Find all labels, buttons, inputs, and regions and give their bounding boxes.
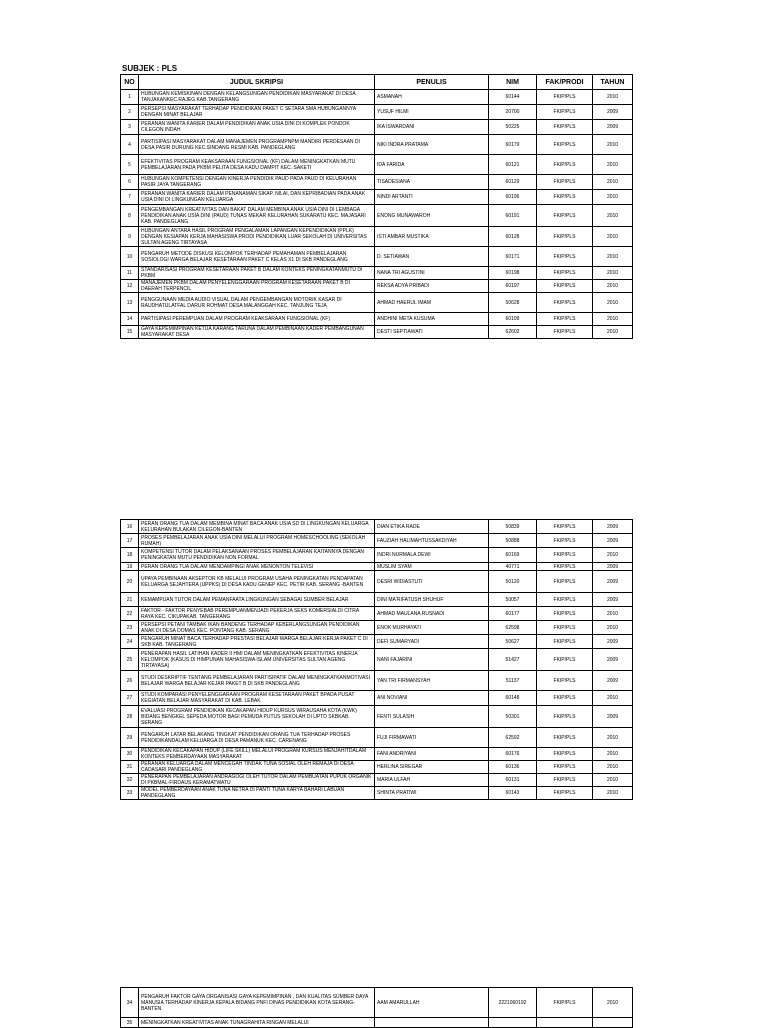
cell-nim: 60143 <box>489 787 537 800</box>
cell-no: 30 <box>121 748 139 761</box>
cell-nim: 20700 <box>489 105 537 120</box>
cell-nim: 62592 <box>489 728 537 748</box>
cell-penulis: FUJI FIRMAWATI <box>375 728 489 748</box>
cell-penulis: NIKI INDRA PRATAMA <box>375 135 489 155</box>
cell-fak-prodi: FKIP/PLS <box>537 105 593 120</box>
cell-no: 27 <box>121 691 139 706</box>
cell-judul: PENGARUH FAKTOR GAYA ORGANISASI GAYA KEPEMIMPINAN , DAN KUALITAS SUMBER DAYA MANUSIA TERHADAP KINERJA KEPALA BIDANG PNFI DINAS PENDIDIKAN KOTA SERANG-BANTEN <box>139 988 375 1018</box>
cell-fak-prodi: FKIP/PLS <box>537 190 593 205</box>
cell-tahun: 2009 <box>593 593 633 607</box>
cell-fak-prodi: FKIP/PLS <box>537 175 593 190</box>
cell-fak-prodi <box>537 1018 593 1028</box>
cell-penulis: DESTI SEPTIAWATI <box>375 326 489 339</box>
cell-judul: HUBUNGAN KOMPETENSI DENGAN KINERJA PENDIDIK PAUD PADA PAUD DI KELURAHAN PASIR JAYA TANGERANG <box>139 175 375 190</box>
table-row <box>121 326 633 339</box>
cell-judul: PROSES PEMBELAJARAN ANAK USIA DINI MELALUI PROGRAM HOMESCHOOLING (SEKOLAH RUMAH) <box>139 534 375 548</box>
cell-judul: FAKTOR - FAKTOR PENYEBAB PEREMPUANMENJADI PEKERJA SEKS KOMERSIALDI CITRA RAYA KEC. CIKUPAKAB. TANGERANG <box>139 607 375 621</box>
cell-penulis: ASMANAH <box>375 90 489 105</box>
cell-fak-prodi: FKIP/PLS <box>537 313 593 326</box>
cell-nim: 50225 <box>489 120 537 135</box>
cell-penulis: IDA FARIDA <box>375 155 489 175</box>
cell-penulis: FAUZIAH HALIMAHTUSSAKDIYAH <box>375 534 489 548</box>
cell-judul: PENERAPAN PEMBELAJARAN ANDRAGOGI OLEH TUTOR DALAM PEMBUATAN PUPUK ORGANIK DI PKBMAL-FIRDAUS KERAMATWATU <box>139 774 375 787</box>
cell-tahun: 2009 <box>593 571 633 593</box>
cell-judul: PERAN ORANG TUA DALAM MEMBINA MINAT BACA ANAK USIA SD DI LINGKUNGAN KELUARGA KELURAHAN BULAKAN CILEGON-BANTEN <box>139 520 375 534</box>
table-row <box>121 607 633 621</box>
table-body <box>121 520 633 800</box>
table-row <box>121 748 633 761</box>
cell-nim: 60148 <box>489 691 537 706</box>
header-no: NO <box>121 75 139 90</box>
table-row <box>121 761 633 774</box>
cell-tahun: 2010 <box>593 774 633 787</box>
table-row <box>121 728 633 748</box>
cell-nim: 60191 <box>489 205 537 227</box>
cell-tahun: 2010 <box>593 748 633 761</box>
cell-judul: PENDIDIKAN KECAKAPAN HIDUP (LIFE SKILL) MELALUI PROGRAM KURSUS MENJAHITDALAM KONTEKS PEMBERDAYAAN MASYARAKAT <box>139 748 375 761</box>
cell-tahun: 2010 <box>593 293 633 313</box>
cell-penulis: FENTI SULASIH <box>375 706 489 728</box>
cell-fak-prodi: FKIP/PLS <box>537 621 593 635</box>
cell-nim: 60169 <box>489 548 537 563</box>
table-row <box>121 313 633 326</box>
cell-nim: 51427 <box>489 649 537 671</box>
cell-nim: 60196 <box>489 190 537 205</box>
cell-penulis: YAN TRI FIRMANSYAH <box>375 671 489 691</box>
table-row <box>121 1018 633 1028</box>
thesis-table-page-3 <box>120 987 633 1028</box>
cell-penulis: AAM AMARULLAH <box>375 988 489 1018</box>
table-row <box>121 105 633 120</box>
cell-tahun: 2009 <box>593 120 633 135</box>
cell-tahun: 2010 <box>593 267 633 280</box>
cell-judul: PENGARUH MINAT BACA TERHADAP PRESTASI BELAJAR WARGA BELAJAR KERJA PAKET C DI SKB KAB. TANGERANG <box>139 635 375 649</box>
cell-nim: 50839 <box>489 520 537 534</box>
cell-penulis: NANA TRI AGUSTINI <box>375 267 489 280</box>
cell-judul: EFEKTIVITAS PROGRAM KEAKSARAAN FUNGSIONAL (KF) DALAM MENINGKATKAN MUTU PEMBELAJARAN PADA PKBM PELITA DESA KADU DAMPIT KEC. SAKETI <box>139 155 375 175</box>
cell-fak-prodi: FKIP/PLS <box>537 520 593 534</box>
table-row <box>121 293 633 313</box>
table-row <box>121 691 633 706</box>
cell-tahun: 2010 <box>593 621 633 635</box>
cell-no: 26 <box>121 671 139 691</box>
cell-nim: 60144 <box>489 90 537 105</box>
cell-nim: 60121 <box>489 155 537 175</box>
cell-no: 8 <box>121 205 139 227</box>
cell-no: 1 <box>121 90 139 105</box>
table-row <box>121 190 633 205</box>
cell-nim: 62598 <box>489 621 537 635</box>
cell-tahun: 2009 <box>593 649 633 671</box>
table-body <box>121 988 633 1028</box>
table-row <box>121 280 633 293</box>
table-row <box>121 571 633 593</box>
cell-nim: 50301 <box>489 706 537 728</box>
cell-penulis: MARIA ULFAH <box>375 774 489 787</box>
cell-penulis: YUSUF HILMI <box>375 105 489 120</box>
cell-penulis: AHMAD HAERUL IMAM <box>375 293 489 313</box>
table-row <box>121 548 633 563</box>
cell-fak-prodi: FKIP/PLS <box>537 280 593 293</box>
cell-no: 16 <box>121 520 139 534</box>
cell-penulis: IKA ISWARDANI <box>375 120 489 135</box>
cell-fak-prodi: FKIP/PLS <box>537 728 593 748</box>
cell-penulis: DEFI SUMARYADI <box>375 635 489 649</box>
table-row <box>121 90 633 105</box>
table-row <box>121 267 633 280</box>
cell-no: 4 <box>121 135 139 155</box>
cell-nim: 60199 <box>489 313 537 326</box>
cell-tahun: 2010 <box>593 728 633 748</box>
cell-penulis: REKSA ADYA PRIBADI <box>375 280 489 293</box>
cell-no: 32 <box>121 774 139 787</box>
cell-penulis: NANI FAJARINI <box>375 649 489 671</box>
table-row <box>121 563 633 571</box>
cell-no: 33 <box>121 787 139 800</box>
cell-judul: MANAJEMEN PKBM DALAM PENYELENGGARAAN PROGRAM KESETARAAN PAKET B DI DAERAH TERPENCIL <box>139 280 375 293</box>
cell-fak-prodi: FKIP/PLS <box>537 761 593 774</box>
cell-tahun: 2010 <box>593 190 633 205</box>
header-nim: NIM <box>489 75 537 90</box>
cell-fak-prodi: FKIP/PLS <box>537 571 593 593</box>
cell-no: 17 <box>121 534 139 548</box>
cell-tahun: 2010 <box>593 247 633 267</box>
header-judul-skripsi: JUDUL SKRIPSI <box>139 75 375 90</box>
cell-nim: 50888 <box>489 534 537 548</box>
cell-penulis: D. SETIAWAN <box>375 247 489 267</box>
cell-no: 2 <box>121 105 139 120</box>
cell-tahun: 2010 <box>593 326 633 339</box>
thesis-table-page-1 <box>120 74 633 339</box>
cell-judul: PENERAPAN HASIL LATIHAN KADER II HMI DALAM MENINGKATKAN EFEKTIVITAS KINERJA KELOMPOK (KASUS DI HIMPUNAN MAHASISWA ISLAM UNIVERSITAS SULTAN AGENG TIRTAYASA) <box>139 649 375 671</box>
cell-nim: 60136 <box>489 761 537 774</box>
cell-judul: KEMAMPUAN TUTOR DALAM PEMANFAATA LINGKUNGAN SEBAGAI SUMBER BELAJAR <box>139 593 375 607</box>
cell-nim: 40771 <box>489 563 537 571</box>
cell-nim: 60198 <box>489 267 537 280</box>
cell-fak-prodi: FKIP/PLS <box>537 649 593 671</box>
cell-nim: 50628 <box>489 293 537 313</box>
cell-no: 12 <box>121 280 139 293</box>
cell-tahun: 2010 <box>593 691 633 706</box>
cell-no: 22 <box>121 607 139 621</box>
cell-nim: 60128 <box>489 227 537 247</box>
cell-no: 25 <box>121 649 139 671</box>
cell-fak-prodi: FKIP/PLS <box>537 326 593 339</box>
cell-no: 7 <box>121 190 139 205</box>
cell-nim: 60176 <box>489 748 537 761</box>
cell-judul: KOMPETENSI TUTOR DALAM PELAKSANAAN PROSES PEMBELAJARAN KAITANNYA DENGAN PENINGKATAN MUTU PENDIDIKAN NON FORMAL <box>139 548 375 563</box>
cell-fak-prodi: FKIP/PLS <box>537 635 593 649</box>
cell-tahun: 2009 <box>593 520 633 534</box>
table-row <box>121 671 633 691</box>
cell-penulis: FANI ANDRIYANI <box>375 748 489 761</box>
cell-fak-prodi: FKIP/PLS <box>537 748 593 761</box>
cell-nim: 50057 <box>489 593 537 607</box>
cell-no: 21 <box>121 593 139 607</box>
cell-tahun: 2009 <box>593 534 633 548</box>
cell-no: 24 <box>121 635 139 649</box>
cell-fak-prodi: FKIP/PLS <box>537 155 593 175</box>
cell-fak-prodi: FKIP/PLS <box>537 774 593 787</box>
cell-no: 28 <box>121 706 139 728</box>
cell-judul: STUDI KOMPARASI PENYELENGGARAAN PROGRAM KESETARAAN PAKET BPADA PUSAT KEGIATAN BELAJAR MASYARAKAT DI KAB. LEBAK <box>139 691 375 706</box>
cell-fak-prodi: FKIP/PLS <box>537 247 593 267</box>
cell-no: 14 <box>121 313 139 326</box>
cell-penulis: DINI MA'RIFATUSH SHUHUF <box>375 593 489 607</box>
cell-penulis: HERLINA SIREGAR <box>375 761 489 774</box>
cell-fak-prodi: FKIP/PLS <box>537 563 593 571</box>
cell-nim: 60131 <box>489 774 537 787</box>
cell-no: 20 <box>121 571 139 593</box>
cell-tahun: 2010 <box>593 135 633 155</box>
cell-fak-prodi: FKIP/PLS <box>537 267 593 280</box>
table-row <box>121 120 633 135</box>
cell-penulis: AHMAD MAULANA RUSNADI <box>375 607 489 621</box>
cell-judul: PARTISIPASI PEREMPUAN DALAM PROGRAM KEAKSARAAN FUNGSIONAL (KF) <box>139 313 375 326</box>
cell-penulis: INDRI NURMALA DEWI <box>375 548 489 563</box>
cell-fak-prodi: FKIP/PLS <box>537 90 593 105</box>
cell-no: 19 <box>121 563 139 571</box>
cell-no: 9 <box>121 227 139 247</box>
cell-judul: HUBUNGAN ANTARA HASIL PROGRAM PENGALAMAN LAPANGAN KEPENDIDIKAN (PPLK) DENGAN KESIAPAN KERJA MAHASISWA PRODI PENDIDIKAN LUAR SEKOLAH DI UNIVERSITAS SULTAN AGENG TIRTAYASA <box>139 227 375 247</box>
cell-no: 31 <box>121 761 139 774</box>
table-row <box>121 774 633 787</box>
cell-penulis: ANDHINI META KUSUMA <box>375 313 489 326</box>
cell-no: 3 <box>121 120 139 135</box>
cell-tahun: 2009 <box>593 671 633 691</box>
cell-fak-prodi: FKIP/PLS <box>537 691 593 706</box>
cell-tahun: 2010 <box>593 175 633 190</box>
table-row <box>121 706 633 728</box>
cell-penulis: DIAN ETIKA RADE <box>375 520 489 534</box>
cell-judul: PENGARUH METODE DISKUSI KELOMPOK TERHADAP PEMAHAMAN PEMBELAJARAN SOSIOLOGI WARGA BELAJAR KESETARAAN PAKET C KELAS X1 DI SKB PANDEGLANG <box>139 247 375 267</box>
cell-fak-prodi: FKIP/PLS <box>537 548 593 563</box>
cell-fak-prodi: FKIP/PLS <box>537 593 593 607</box>
cell-tahun: 2010 <box>593 205 633 227</box>
cell-judul: PERANAN WANITA KARIER DALAM PENANAMAN SIKAP, NILAI, DAN KEPRIBADIAN PADA ANAK USIA DINI DI LINGKUNGAN KELUARGA <box>139 190 375 205</box>
cell-nim: 50627 <box>489 635 537 649</box>
table-row <box>121 593 633 607</box>
cell-nim <box>489 1018 537 1028</box>
cell-penulis: TISADESIANA <box>375 175 489 190</box>
cell-penulis: ANI NOVIANI <box>375 691 489 706</box>
cell-tahun: 2010 <box>593 313 633 326</box>
cell-judul: EVALUASI PROGRAM PENDIDIKAN KECAKAPAN HIDUP KURSUS WIRAUSAHA KOTA (KWK) BIDANG BENGKEL SEPEDA MOTOR BAGI PEMUDA PUTUS SEKOLAH DI UPTD SKBKAB. SERANG <box>139 706 375 728</box>
cell-no: 6 <box>121 175 139 190</box>
cell-tahun: 2010 <box>593 227 633 247</box>
header-fak-prodi: FAK/PRODI <box>537 75 593 90</box>
cell-nim: 60129 <box>489 175 537 190</box>
cell-nim: 60197 <box>489 280 537 293</box>
cell-tahun: 2010 <box>593 988 633 1018</box>
cell-tahun: 2010 <box>593 761 633 774</box>
cell-judul: PERSEPSI MASYARAKAT TERHADAP PENDIDIKAN PAKET C SETARA SMA HUBUNGANNYA DENGAN MINAT BELAJAR <box>139 105 375 120</box>
table-row <box>121 135 633 155</box>
cell-tahun: 2010 <box>593 607 633 621</box>
cell-fak-prodi: FKIP/PLS <box>537 607 593 621</box>
cell-nim: 60179 <box>489 135 537 155</box>
cell-no: 35 <box>121 1018 139 1028</box>
cell-tahun: 2010 <box>593 90 633 105</box>
cell-fak-prodi: FKIP/PLS <box>537 706 593 728</box>
cell-no: 10 <box>121 247 139 267</box>
cell-tahun: 2010 <box>593 280 633 293</box>
table-row <box>121 227 633 247</box>
cell-judul: UPAYA PEMBINAAN AKSEPTOR KB MELALUI PROGRAM USAHA PENINGKATAN PENDAPATAN KELUARGA SEJAHTERA (UPPKS) DI DESA KADU GENEP KEC. PETIR KAB. SERANG -BANTEN <box>139 571 375 593</box>
cell-no: 34 <box>121 988 139 1018</box>
cell-fak-prodi: FKIP/PLS <box>537 135 593 155</box>
cell-judul: PENGGUNAAN MEDIA AUDIO VISUAL DALAM PENGEMBANGAN MOTORIK KASAR DI RAUDHATULATFAL DARUR ROHMAT DESA MALANGGAH KEC. TANJUNG TEJA <box>139 293 375 313</box>
cell-penulis: MUSLIM SYAM <box>375 563 489 571</box>
cell-fak-prodi: FKIP/PLS <box>537 293 593 313</box>
cell-nim: 50120 <box>489 571 537 593</box>
cell-nim: 60177 <box>489 607 537 621</box>
cell-no: 11 <box>121 267 139 280</box>
cell-judul: PERANAN WANITA KARIER DALAM PENDIDIKAN ANAK USIA DINI DI KOMPLEK PONDOK CILEGON INDAH <box>139 120 375 135</box>
table-row <box>121 155 633 175</box>
cell-no: 15 <box>121 326 139 339</box>
table-row <box>121 205 633 227</box>
cell-fak-prodi: FKIP/PLS <box>537 534 593 548</box>
cell-penulis: ENOK MURHAYATI <box>375 621 489 635</box>
table-row <box>121 621 633 635</box>
cell-judul: STANDARISASI PROGRAM KESETARAAN PAKET B DALAM KONTEKS PENINGKATANMUTU DI PKBM <box>139 267 375 280</box>
cell-tahun: 2009 <box>593 635 633 649</box>
cell-tahun: 2010 <box>593 787 633 800</box>
cell-no: 5 <box>121 155 139 175</box>
table-row <box>121 247 633 267</box>
cell-fak-prodi: FKIP/PLS <box>537 787 593 800</box>
cell-penulis: ISTI AMBAR MUSTIKA <box>375 227 489 247</box>
cell-judul: PENGEMBANGAN KREATIVITAS DAN BAKAT DALAM MEMBINA ANAK USIA DINI DI LEMBAGA PENDIDIKAN ANAK USIA DINI (PAUD) TUNAS MEKAR KELURAHAN SUKARATU KEC. MAJASARI KAB. PANDEGLANG <box>139 205 375 227</box>
cell-judul: PENGARUH LATAR BELAKANG TINGKAT PENDIDIKAN ORANG TUA TERHADAP PROSES PENDIDIKANDALAM KELUARGA DI DESA PAMANUK KEC. CARENANG <box>139 728 375 748</box>
cell-no: 23 <box>121 621 139 635</box>
cell-tahun: 2010 <box>593 155 633 175</box>
cell-tahun: 2009 <box>593 706 633 728</box>
table-row <box>121 175 633 190</box>
cell-judul: HUBUNGAN KEMISKINAN DENGAN KELANGSUNGAN PENDIDIKAN MASYARAKAT DI DESA TANJAKANKEC.RAJEG KAB.TANGERANG <box>139 90 375 105</box>
cell-tahun: 2009 <box>593 105 633 120</box>
cell-fak-prodi: FKIP/PLS <box>537 120 593 135</box>
cell-nim: 60171 <box>489 247 537 267</box>
cell-nim: 2221060192 <box>489 988 537 1018</box>
header-penulis: PENULIS <box>375 75 489 90</box>
cell-fak-prodi: FKIP/PLS <box>537 227 593 247</box>
cell-penulis: SHINTA PRATIWI <box>375 787 489 800</box>
cell-judul: MENINGKATKAN KREATIVITAS ANAK TUNAGRAHITA RINGAN MELALUI <box>139 1018 375 1028</box>
cell-judul: PERSEPSI PETANI TAMBAK IKAN BANDENG TERHADAP KEBERLANGSUNGAN PENDIDIKAN ANAK DI DESA DOMAS KEC. PONTANG KAB. SERANG <box>139 621 375 635</box>
table-header-row <box>121 75 633 90</box>
cell-fak-prodi: FKIP/PLS <box>537 671 593 691</box>
cell-tahun <box>593 1018 633 1028</box>
table-row <box>121 988 633 1018</box>
cell-judul: STUDI DESKRIPTIF TENTANG PEMBELAJARAN PARTISIPATIF DALAM MENINGKATKANMOTIVASI BELAJAR WARGA BELAJAR KEJAR PAKET B DI SKB PANDEGLANG <box>139 671 375 691</box>
thesis-table-page-2 <box>120 519 633 800</box>
table-row <box>121 520 633 534</box>
cell-nim: 51137 <box>489 671 537 691</box>
cell-judul: PERAN ORANG TUA DALAM MENDAMPINGI ANAK MENONTON TELEVISI <box>139 563 375 571</box>
header-tahun: TAHUN <box>593 75 633 90</box>
cell-fak-prodi: FKIP/PLS <box>537 205 593 227</box>
table-body <box>121 90 633 339</box>
cell-penulis: NINDI ARTANTI <box>375 190 489 205</box>
cell-no: 29 <box>121 728 139 748</box>
cell-fak-prodi: FKIP/PLS <box>537 988 593 1018</box>
table-row <box>121 649 633 671</box>
cell-no: 13 <box>121 293 139 313</box>
cell-penulis: ENONG MUNAWAROH <box>375 205 489 227</box>
cell-nim: 62602 <box>489 326 537 339</box>
cell-no: 18 <box>121 548 139 563</box>
cell-judul: PARTISIPASI MASYARAKAT DALAM MANAJEMEN PROGRAMPNPM MANDIRI PERDESAAN DI DESA PASIR DURUNG KEC.SINDANG RESMI KAB. PANDEGLANG <box>139 135 375 155</box>
cell-penulis <box>375 1018 489 1028</box>
table-row <box>121 534 633 548</box>
cell-penulis: DESRI WIDIASTUTI <box>375 571 489 593</box>
subject-heading: SUBJEK : PLS <box>122 64 178 73</box>
cell-judul: PERANAN KELUARGA DALAM MENCEGAH TINDAK TUNA SOSIAL OLEH REMAJA DI DESA CADASARI PANDEGLANG <box>139 761 375 774</box>
cell-judul: MODEL PEMBERDAYAAN ANAK TUNA NETRA DI PANTI TUNA KARYA BAHARI LABUAN PANDEGLANG <box>139 787 375 800</box>
table-row <box>121 635 633 649</box>
cell-tahun: 2009 <box>593 563 633 571</box>
table-row <box>121 787 633 800</box>
cell-judul: GAYA KEPEMIMPINAN KETUA KARANG TARUNA DALAM PEMBINAAN KADER PEMBANGUNAN MASYARAKAT DESA <box>139 326 375 339</box>
cell-tahun: 2010 <box>593 548 633 563</box>
